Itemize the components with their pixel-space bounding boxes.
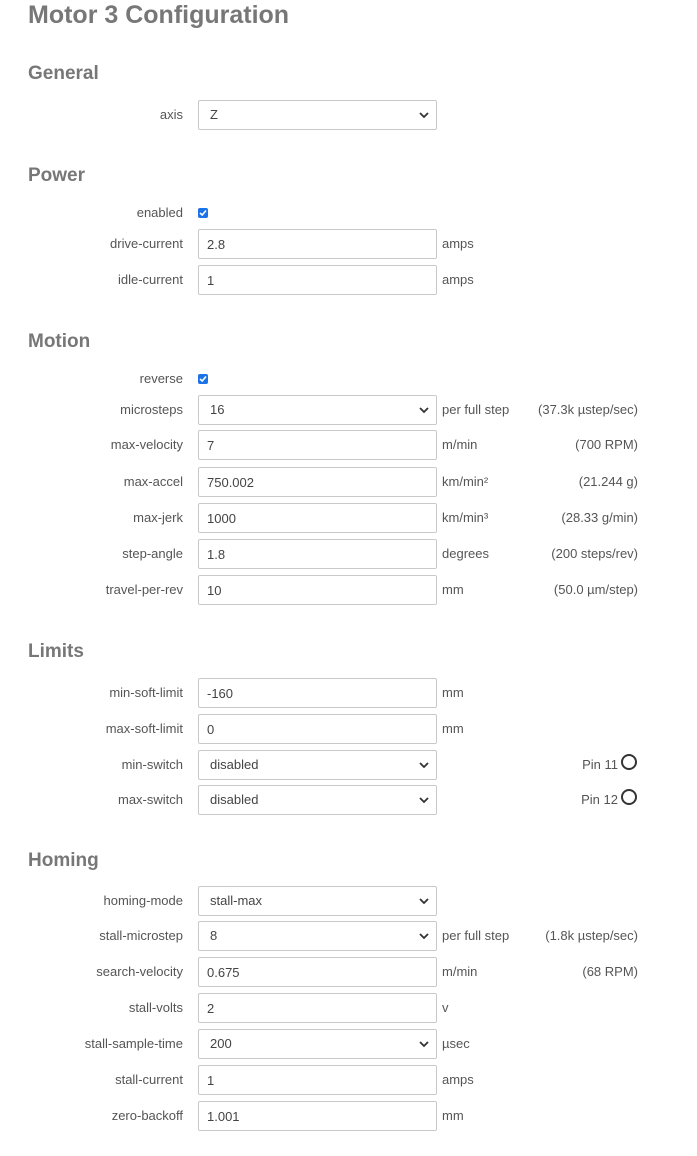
max-velocity-label: max-velocity bbox=[110, 437, 183, 452]
min-soft-limit-input[interactable] bbox=[198, 678, 437, 708]
idle-current-label: idle-current bbox=[117, 272, 183, 287]
reverse-row bbox=[0, 364, 697, 394]
pin-state-circle-icon bbox=[621, 789, 637, 805]
step-angle-info: (200 steps/rev) bbox=[551, 546, 638, 561]
chevron-down-icon bbox=[418, 896, 430, 906]
stall-sample-time-row bbox=[0, 1029, 697, 1059]
max-soft-limit-input[interactable] bbox=[198, 714, 437, 744]
drive-current-unit: amps bbox=[442, 236, 474, 251]
step-angle-input[interactable] bbox=[198, 539, 437, 569]
travel-per-rev-label: travel-per-rev bbox=[105, 582, 183, 597]
microsteps-select-value: 16 bbox=[210, 402, 225, 417]
stall-current-input[interactable] bbox=[198, 1065, 437, 1095]
microsteps-unit: per full step bbox=[442, 402, 510, 417]
idle-current-input[interactable] bbox=[198, 265, 437, 295]
axis-select-value: Z bbox=[210, 107, 218, 122]
reverse-checkbox[interactable] bbox=[198, 374, 208, 384]
microsteps-info: (37.3k µstep/sec) bbox=[538, 402, 638, 417]
max-accel-label: max-accel bbox=[123, 474, 183, 489]
homing-mode-row bbox=[0, 886, 697, 916]
microsteps-label: microsteps bbox=[120, 402, 183, 417]
stall-current-label: stall-current bbox=[115, 1072, 183, 1087]
travel-per-rev-unit: mm bbox=[442, 582, 464, 597]
min-switch-select[interactable] bbox=[198, 750, 437, 780]
homing-mode-select[interactable] bbox=[198, 886, 437, 916]
max-soft-limit-unit: mm bbox=[442, 721, 464, 736]
min-soft-limit-label: min-soft-limit bbox=[109, 685, 183, 700]
chevron-down-icon bbox=[418, 795, 430, 805]
stall-sample-time-unit: µsec bbox=[442, 1036, 470, 1051]
search-velocity-info: (68 RPM) bbox=[582, 964, 638, 979]
max-jerk-unit: km/min³ bbox=[442, 510, 489, 525]
homing-mode-select-value: stall-max bbox=[210, 893, 263, 908]
max-accel-input[interactable] bbox=[198, 467, 437, 497]
axis-label: axis bbox=[159, 107, 183, 122]
section-heading-motion: Motion bbox=[28, 331, 91, 352]
max-jerk-label: max-jerk bbox=[133, 510, 183, 525]
page-title: Motor 3 Configuration bbox=[28, 1, 290, 29]
section-heading-general: General bbox=[28, 63, 99, 84]
min-switch-select-value: disabled bbox=[210, 757, 259, 772]
travel-per-rev-row bbox=[0, 575, 697, 605]
reverse-label: reverse bbox=[139, 371, 183, 386]
chevron-down-icon bbox=[418, 931, 430, 941]
max-velocity-info: (700 RPM) bbox=[575, 437, 638, 452]
chevron-down-icon bbox=[418, 110, 430, 120]
max-accel-info: (21.244 g) bbox=[578, 474, 638, 489]
enabled-label: enabled bbox=[136, 205, 183, 220]
chevron-down-icon bbox=[418, 760, 430, 770]
step-angle-label: step-angle bbox=[122, 546, 183, 561]
min-soft-limit-row bbox=[0, 678, 697, 708]
idle-current-unit: amps bbox=[442, 272, 474, 287]
travel-per-rev-info: (50.0 µm/step) bbox=[553, 582, 638, 597]
max-jerk-row bbox=[0, 503, 697, 533]
drive-current-label: drive-current bbox=[110, 236, 183, 251]
min-soft-limit-unit: mm bbox=[442, 685, 464, 700]
stall-sample-time-select[interactable] bbox=[198, 1029, 437, 1059]
max-switch-select[interactable] bbox=[198, 785, 437, 815]
stall-microstep-row bbox=[0, 921, 697, 951]
max-velocity-unit: m/min bbox=[442, 437, 478, 452]
search-velocity-label: search-velocity bbox=[96, 964, 183, 979]
drive-current-row bbox=[0, 229, 697, 259]
step-angle-row bbox=[0, 539, 697, 569]
min-switch-pin-label: Pin 11 bbox=[582, 757, 618, 772]
max-switch-select-value: disabled bbox=[210, 792, 259, 807]
max-switch-row bbox=[0, 785, 697, 815]
zero-backoff-label: zero-backoff bbox=[111, 1108, 183, 1123]
enabled-row bbox=[0, 198, 697, 228]
axis-row bbox=[0, 100, 697, 130]
chevron-down-icon bbox=[418, 405, 430, 415]
max-accel-row bbox=[0, 467, 697, 497]
travel-per-rev-input[interactable] bbox=[198, 575, 437, 605]
stall-volts-row bbox=[0, 993, 697, 1023]
stall-microstep-unit: per full step bbox=[442, 928, 510, 943]
stall-microstep-info: (1.8k µstep/sec) bbox=[545, 928, 638, 943]
max-jerk-info: (28.33 g/min) bbox=[561, 510, 638, 525]
zero-backoff-unit: mm bbox=[442, 1108, 464, 1123]
stall-sample-time-select-value: 200 bbox=[210, 1036, 232, 1051]
pin-state-circle-icon bbox=[621, 754, 637, 770]
stall-sample-time-label: stall-sample-time bbox=[84, 1036, 183, 1051]
enabled-checkbox[interactable] bbox=[198, 208, 208, 218]
stall-volts-input[interactable] bbox=[198, 993, 437, 1023]
stall-current-row bbox=[0, 1065, 697, 1095]
stall-microstep-select-value: 8 bbox=[210, 928, 218, 943]
max-accel-unit: km/min² bbox=[442, 474, 489, 489]
zero-backoff-row bbox=[0, 1101, 697, 1131]
search-velocity-unit: m/min bbox=[442, 964, 478, 979]
chevron-down-icon bbox=[418, 1039, 430, 1049]
stall-current-unit: amps bbox=[442, 1072, 474, 1087]
max-switch-pin-indicator bbox=[581, 785, 637, 815]
max-soft-limit-row bbox=[0, 714, 697, 744]
min-switch-pin-indicator bbox=[582, 750, 637, 780]
max-jerk-input[interactable] bbox=[198, 503, 437, 533]
search-velocity-input[interactable] bbox=[198, 957, 437, 987]
max-velocity-row bbox=[0, 430, 697, 460]
max-soft-limit-label: max-soft-limit bbox=[105, 721, 183, 736]
stall-microstep-select[interactable] bbox=[198, 921, 437, 951]
microsteps-row bbox=[0, 395, 697, 425]
homing-mode-label: homing-mode bbox=[103, 893, 183, 908]
zero-backoff-input[interactable] bbox=[198, 1101, 437, 1131]
drive-current-input[interactable] bbox=[198, 229, 437, 259]
max-switch-pin-label: Pin 12 bbox=[581, 792, 618, 807]
axis-select[interactable] bbox=[198, 100, 437, 130]
section-heading-homing: Homing bbox=[28, 850, 99, 871]
min-switch-label: min-switch bbox=[121, 757, 183, 772]
stall-volts-label: stall-volts bbox=[128, 1000, 183, 1015]
max-velocity-input[interactable] bbox=[198, 430, 437, 460]
stall-volts-unit: v bbox=[442, 1000, 449, 1015]
microsteps-select[interactable] bbox=[198, 395, 437, 425]
min-switch-row bbox=[0, 750, 697, 780]
max-switch-label: max-switch bbox=[117, 792, 183, 807]
section-heading-limits: Limits bbox=[28, 641, 84, 662]
search-velocity-row bbox=[0, 957, 697, 987]
idle-current-row bbox=[0, 265, 697, 295]
step-angle-unit: degrees bbox=[442, 546, 489, 561]
section-heading-power: Power bbox=[28, 165, 86, 186]
stall-microstep-label: stall-microstep bbox=[99, 928, 183, 943]
